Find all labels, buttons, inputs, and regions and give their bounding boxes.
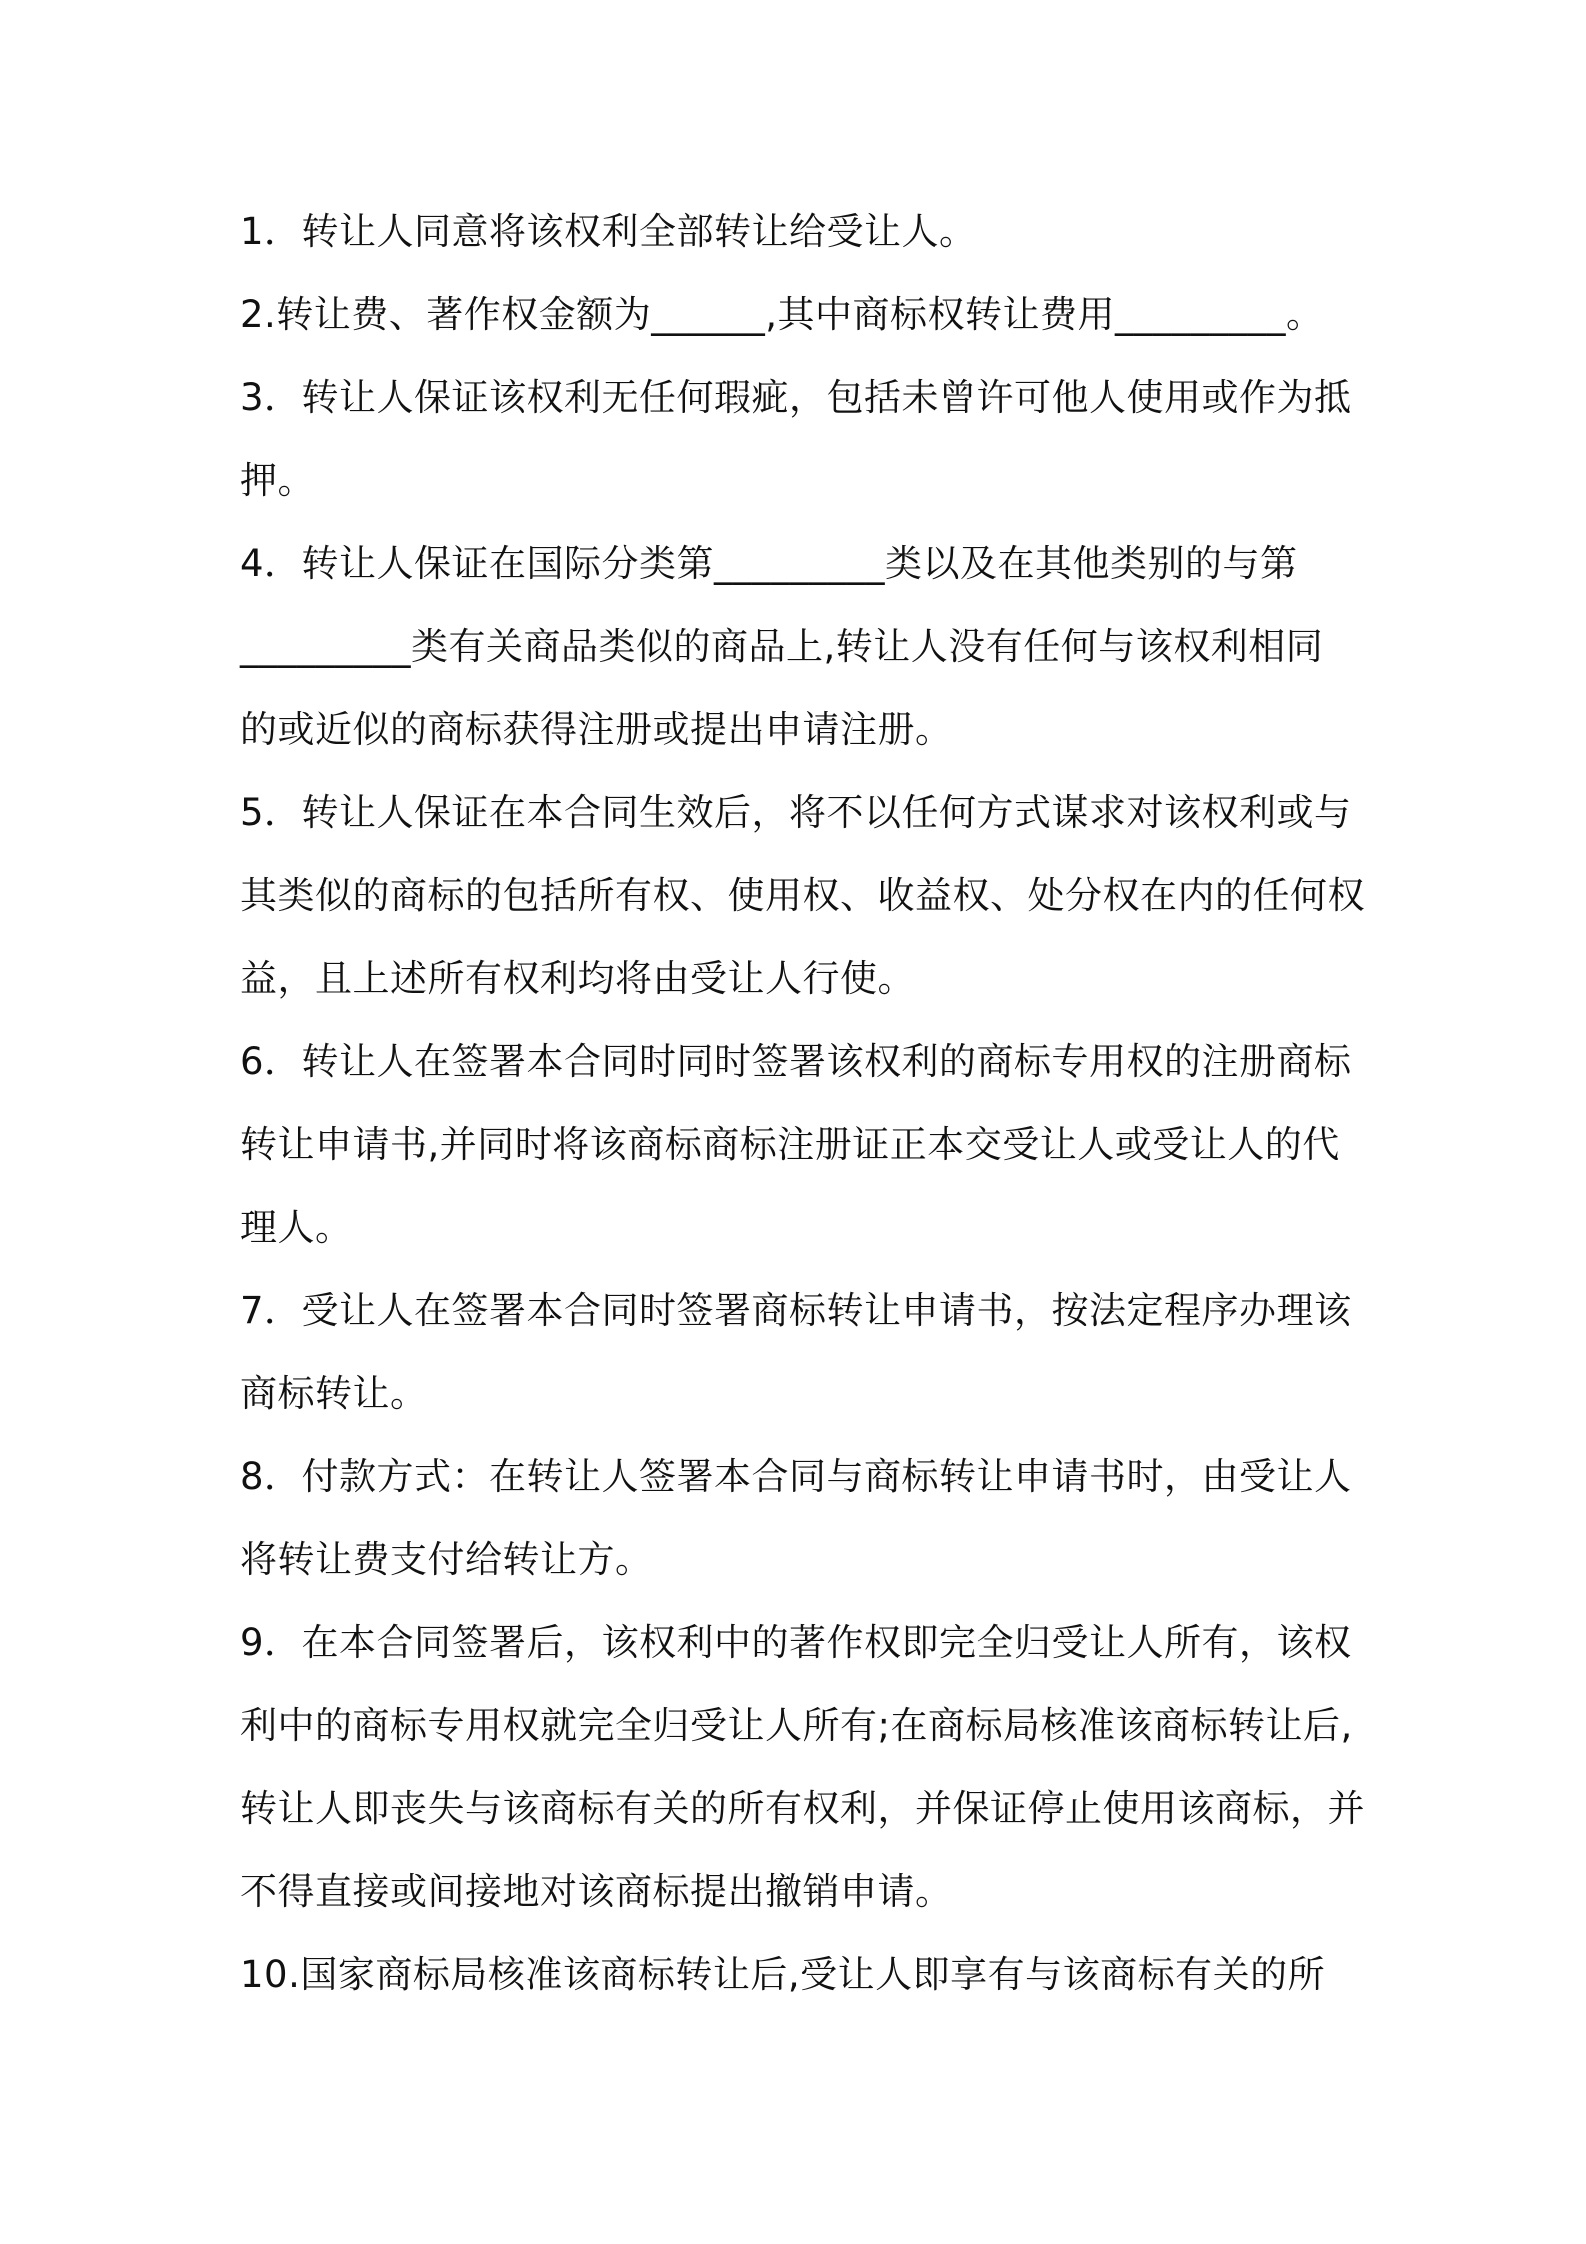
clause-6-line-2: 转让申请书,并同时将该商标商标注册证正本交受让人或受让人的代 — [240, 1123, 1340, 1166]
clause-7-line-2: 商标转让。 — [240, 1372, 428, 1415]
clause-8-line-1: 8．付款方式：在转让人签署本合同与商标转让申请书时，由受让人 — [240, 1455, 1352, 1498]
clause-5-line-2: 其类似的商标的包括所有权、使用权、收益权、处分权在内的任何权 — [240, 874, 1365, 917]
clause-6-line-3: 理人。 — [240, 1206, 353, 1249]
clause-3-line-1: 3．转让人保证该权利无任何瑕疵，包括未曾许可他人使用或作为抵 — [240, 376, 1352, 419]
clause-5-line-1: 5．转让人保证在本合同生效后，将不以任何方式谋求对该权利或与 — [240, 791, 1352, 834]
clause-9-line-1: 9．在本合同签署后，该权利中的著作权即完全归受让人所有，该权 — [240, 1621, 1352, 1664]
clause-9-line-4: 不得直接或间接地对该商标提出撤销申请。 — [240, 1870, 953, 1913]
clause-2-line-1: 2.转让费、著作权金额为______,其中商标权转让费用_________。 — [240, 293, 1324, 336]
clause-5-line-3: 益，且上述所有权利均将由受让人行使。 — [240, 957, 915, 1000]
clause-8-line-2: 将转让费支付给转让方。 — [240, 1538, 653, 1581]
clause-1-line-1: 1．转让人同意将该权利全部转让给受让人。 — [240, 210, 977, 253]
clause-6-line-1: 6．转让人在签署本合同时同时签署该权利的商标专用权的注册商标 — [240, 1040, 1352, 1083]
clause-9-line-2: 利中的商标专用权就完全归受让人所有;在商标局核准该商标转让后, — [240, 1704, 1353, 1747]
clause-7-line-1: 7．受让人在签署本合同时签署商标转让申请书，按法定程序办理该 — [240, 1289, 1352, 1332]
clause-4-line-2: _________类有关商品类似的商品上,转让人没有任何与该权利相同 — [240, 625, 1324, 668]
clause-10-line-1: 10.国家商标局核准该商标转让后,受让人即享有与该商标有关的所 — [240, 1953, 1326, 1996]
clause-3-line-2: 押。 — [240, 459, 315, 502]
clause-9-line-3: 转让人即丧失与该商标有关的所有权利，并保证停止使用该商标，并 — [240, 1787, 1365, 1830]
clause-4-line-1: 4．转让人保证在国际分类第_________类以及在其他类别的与第 — [240, 542, 1298, 585]
clause-4-line-3: 的或近似的商标获得注册或提出申请注册。 — [240, 708, 953, 751]
